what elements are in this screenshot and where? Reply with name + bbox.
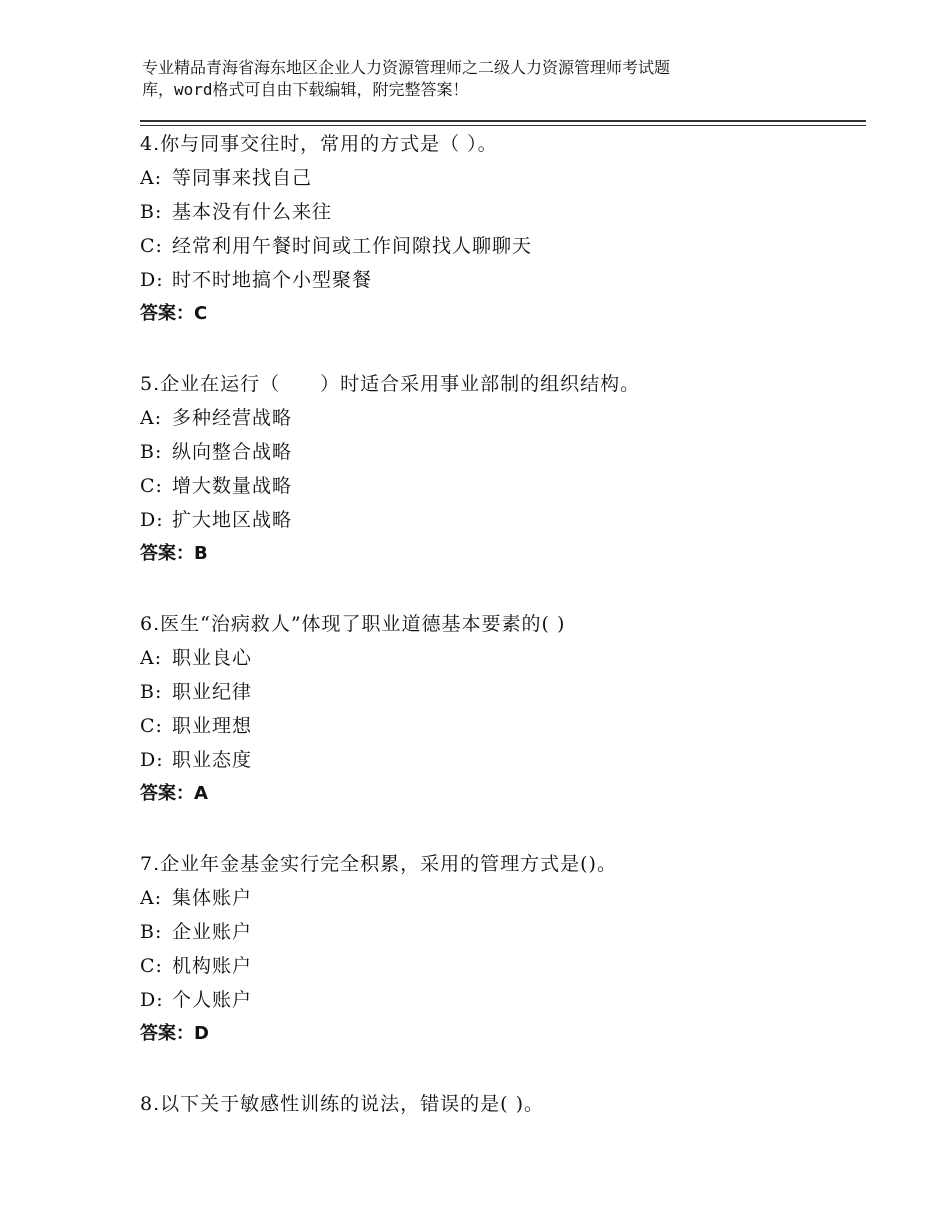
option-text: 机构账户	[172, 955, 253, 977]
answer-option	[140, 503, 860, 537]
option-text: 职业态度	[172, 749, 253, 771]
option-text: 纵向整合战略	[172, 441, 293, 463]
question-block	[140, 1087, 860, 1121]
header-line-2: 库，word格式可自由下载编辑，附完整答案！	[142, 80, 469, 99]
option-text: 职业良心	[172, 647, 253, 669]
option-text: 经常利用午餐时间或工作间隙找人聊聊天	[172, 235, 533, 257]
option-text: 时不时地搞个小型聚餐	[172, 269, 373, 291]
document-header	[142, 57, 782, 101]
answer-option	[140, 469, 860, 503]
answer-option	[140, 641, 860, 675]
answer-option	[140, 881, 860, 915]
option-key: D:	[140, 749, 164, 771]
header-divider-thin	[140, 125, 866, 126]
answer-option	[140, 263, 860, 297]
option-key: C:	[140, 235, 163, 257]
question-block	[140, 847, 860, 1051]
option-key: B:	[140, 201, 163, 223]
option-key: A:	[140, 647, 163, 669]
answer-option	[140, 915, 860, 949]
answer-option	[140, 195, 860, 229]
option-text: 职业理想	[172, 715, 253, 737]
option-key: C:	[140, 475, 163, 497]
question-stem: 6.医生“治病救人”体现了职业道德基本要素的( )	[140, 613, 566, 635]
option-text: 等同事来找自己	[172, 167, 313, 189]
question-block	[140, 367, 860, 571]
answer-line: 答案：B	[140, 543, 208, 564]
option-key: D:	[140, 269, 164, 291]
answer-option	[140, 229, 860, 263]
option-key: D:	[140, 509, 164, 531]
header-line-1: 专业精品青海省海东地区企业人力资源管理师之二级人力资源管理师考试题	[142, 58, 671, 77]
option-key: A:	[140, 407, 163, 429]
question-list	[140, 127, 860, 1157]
question-stem: 8.以下关于敏感性训练的说法，错误的是( )。	[140, 1093, 544, 1115]
option-key: B:	[140, 681, 163, 703]
question-block	[140, 607, 860, 811]
option-text: 扩大地区战略	[172, 509, 293, 531]
answer-option	[140, 435, 860, 469]
question-stem: 5.企业在运行（ ）时适合采用事业部制的组织结构。	[140, 373, 641, 395]
option-text: 职业纪律	[172, 681, 253, 703]
option-key: C:	[140, 715, 163, 737]
option-key: B:	[140, 441, 163, 463]
question-stem: 4.你与同事交往时，常用的方式是（ ）。	[140, 133, 498, 155]
option-key: A:	[140, 887, 163, 909]
answer-option	[140, 743, 860, 777]
answer-option	[140, 401, 860, 435]
option-key: C:	[140, 955, 163, 977]
answer-line: 答案：A	[140, 783, 208, 804]
option-text: 企业账户	[172, 921, 253, 943]
answer-option	[140, 709, 860, 743]
answer-option	[140, 675, 860, 709]
answer-option	[140, 983, 860, 1017]
answer-line: 答案：D	[140, 1023, 209, 1044]
option-key: A:	[140, 167, 163, 189]
option-key: B:	[140, 921, 163, 943]
option-text: 集体账户	[172, 887, 253, 909]
option-text: 基本没有什么来往	[172, 201, 333, 223]
option-key: D:	[140, 989, 164, 1011]
option-text: 增大数量战略	[172, 475, 293, 497]
question-block	[140, 127, 860, 331]
answer-option	[140, 949, 860, 983]
option-text: 多种经营战略	[172, 407, 293, 429]
header-divider-thick	[140, 120, 866, 122]
answer-line: 答案：C	[140, 303, 208, 324]
question-stem: 7.企业年金基金实行完全积累，采用的管理方式是()。	[140, 853, 617, 875]
answer-option	[140, 161, 860, 195]
option-text: 个人账户	[172, 989, 253, 1011]
